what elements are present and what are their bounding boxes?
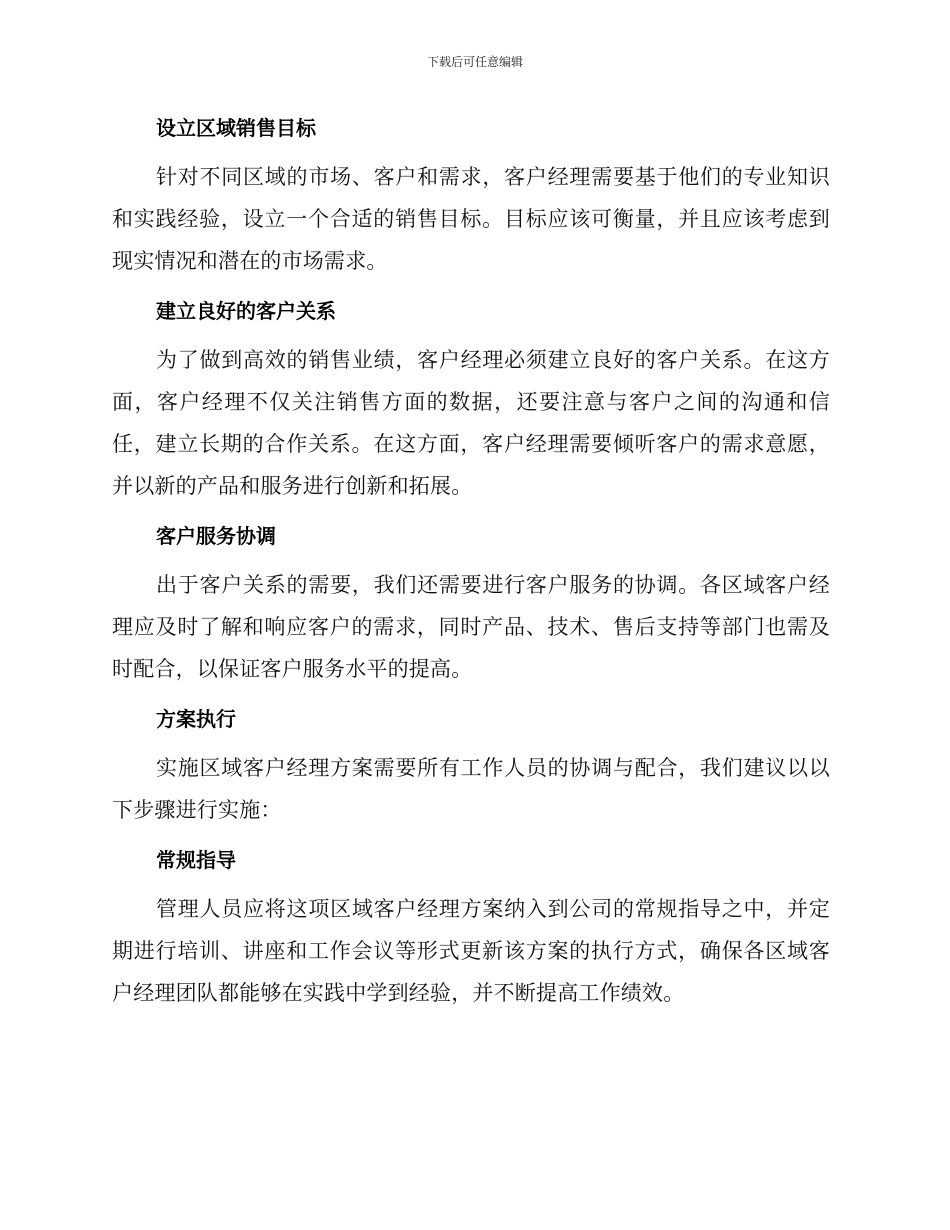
document-body xyxy=(112,108,830,1023)
section-paragraph-customer-relations: 为了做到高效的销售业绩，客户经理必须建立良好的客户关系。在这方面，客户经理不仅关注销售方面的数据，还要注意与客户之间的沟通和信任，建立长期的合作关系。在这方面，客户经理需要倾听客户的需求意愿，并以新的产品和服务进行创新和拓展。 xyxy=(112,348,830,498)
section-heading-service-coordination: 客户服务协调 xyxy=(156,524,276,548)
section-heading-plan-execution: 方案执行 xyxy=(156,707,236,731)
section-paragraph-service-coordination: 出于客户关系的需要，我们还需要进行客户服务的协调。各区域客户经理应及时了解和响应客户的需求，同时产品、技术、售后支持等部门也需及时配合，以保证客户服务水平的提高。 xyxy=(112,573,830,681)
page-header: 下载后可任意编辑 xyxy=(426,55,523,69)
section-heading-sales-target: 设立区域销售目标 xyxy=(156,116,316,140)
section-paragraph-plan-execution: 实施区域客户经理方案需要所有工作人员的协调与配合，我们建议以以下步骤进行实施： xyxy=(112,756,830,822)
section-heading-customer-relations: 建立良好的客户关系 xyxy=(156,299,336,323)
section-paragraph-sales-target: 针对不同区域的市场、客户和需求，客户经理需要基于他们的专业知识和实践经验，设立一个合适的销售目标。目标应该可衡量，并且应该考虑到现实情况和潜在的市场需求。 xyxy=(112,165,830,273)
section-paragraph-routine-guidance: 管理人员应将这项区域客户经理方案纳入到公司的常规指导之中，并定期进行培训、讲座和工作会议等形式更新该方案的执行方式，确保各区域客户经理团队都能够在实践中学到经验，并不断提高工作绩效。 xyxy=(112,897,830,1005)
section-heading-routine-guidance: 常规指导 xyxy=(156,848,236,872)
